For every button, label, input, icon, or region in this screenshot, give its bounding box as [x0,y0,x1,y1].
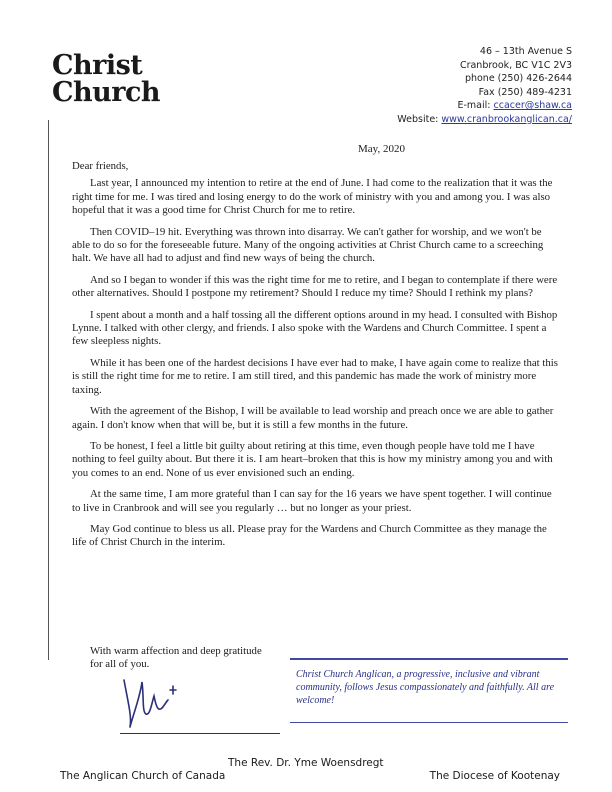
letter-body [72,160,560,558]
letter-date: May, 2020 [358,143,405,155]
paragraph: To be honest, I feel a little bit guilty about retiring at this time, even though people have told me I have nothing to feel guilty about. But there it is. I am heart–broken that this is how my ministry among you and with you comes to an end. None of us ever envisioned such an ending. [72,439,553,479]
website-link[interactable]: www.cranbrookanglican.ca/ [441,113,572,125]
margin-rule [48,120,49,660]
paragraph: May God continue to bless us all. Please pray for the Wardens and Church Committee as they manage the life of Christ Church in the interim. [72,522,547,549]
address-street: 46 – 13th Avenue S [479,46,572,57]
website-label: Website: [397,113,442,125]
footer-diocese: The Diocese of Kootenay [429,770,560,782]
signer-name: The Rev. Dr. Yme Woensdregt [228,757,384,769]
logo-line-1: Christ [52,50,143,81]
mission-tagline: Christ Church Anglican, a progressive, inclusive and vibrant community, follows Jesus compassionately and faithfully. All are welcome! [290,658,568,723]
email-link[interactable]: ccacer@shaw.ca [493,100,572,112]
handwritten-signature [118,672,198,732]
signature-line [120,733,280,734]
paragraph: And so I began to wonder if this was the right time for me to retire, and I began to contemplate if there were other alternatives. Should I postpone my retirement? Should I reduce my time? Should I rethink my plans? [72,273,558,300]
closing: With warm affection and deep gratitude for all of you. [90,645,262,671]
salutation: Dear friends, [72,160,129,172]
address-fax: Fax (250) 489-4231 [478,86,572,98]
paragraph: At the same time, I am more grateful than I can say for the 16 years we have spent together. I will continue to live in Cranbrook and will see you regularly … but no longer as your priest. [72,488,552,514]
footer-church: The Anglican Church of Canada [60,770,226,782]
paragraph: With the agreement of the Bishop, I will be available to lead worship and preach once we are able to gather again. I don't know when that will be, but it is still a few months in the future. [72,405,554,431]
address-website-row [397,113,572,127]
address-city: Cranbrook, BC V1C 2V3 [459,59,572,71]
address-block [397,45,572,127]
logo-line-2: Church [52,77,161,108]
paragraph: I spent about a month and a half tossing all the different options around in my head. I consulted with Bishop Lynne. I talked with other clergy, and friends. I also spoke with the Wardens and Church Committee. I spent a few sleepless nights. [72,308,558,348]
church-logo [52,50,161,108]
paragraph: Then COVID–19 hit. Everything was thrown into disarray. We can't gather for worship, and we won't be able to do so for the foreseeable future. Many of the ongoing activities at Christ Church came to a screeching halt. We have all had to adjust and find new ways of being the church. [72,225,544,265]
paragraph: Last year, I announced my intention to retire at the end of June. I had come to the realization that it was the right time for me. I was tired and losing energy to do the work of ministry with you and among you. I was also hopeful that it was a good time for Christ Church for me to retire. [72,177,553,217]
address-phone: phone (250) 426-2644 [464,73,572,85]
email-label: E-mail: [457,100,494,112]
paragraph: While it has been one of the hardest decisions I have ever had to make, I have again come to realize that this is still the right time for me to retire. I am still tired, and this pandemic has made the work of ministry more taxing. [72,356,558,396]
address-email-row [397,99,572,113]
